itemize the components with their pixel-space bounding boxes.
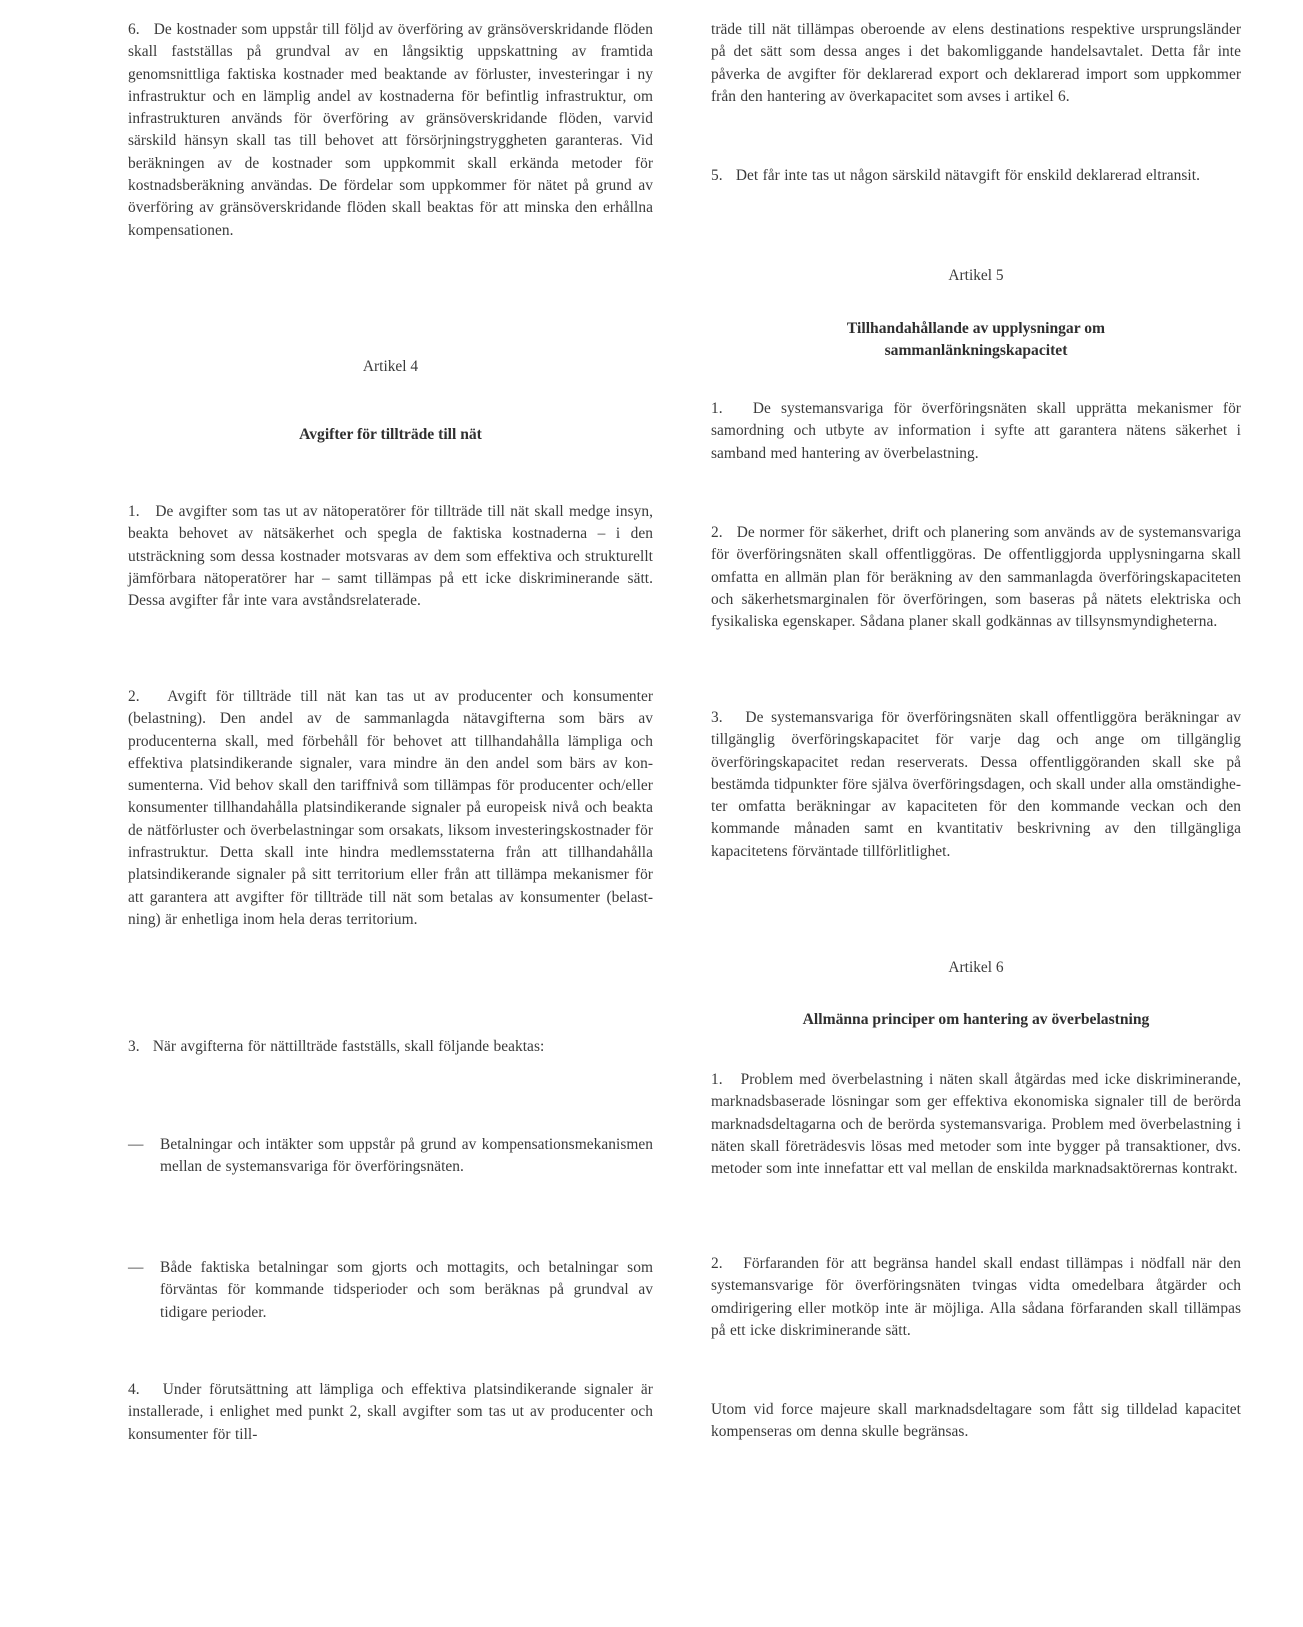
article-3-paragraph-6 xyxy=(128,19,653,242)
article-4-paragraph-5 xyxy=(711,165,1241,187)
paragraph-text: 1. Problem med överbelastning i näten skall åtgärdas med icke diskriminerande, marknadsbaserade lösningar som ger effektiva ekonomiska signaler till de berörda marknadsdeltagarna och de berörda systemansvariga. Problem med överbelastning i näten skall företrädesvis lösas med metoder som inte bygger på transaktioner, dvs. metoder som inte innefattar ett val mellan de enskilda marknadsaktörernas kontrakt. xyxy=(711,1071,1241,1178)
article-4-dash-item-1 xyxy=(128,1134,653,1179)
paragraph-text: träde till nät tillämpas oberoende av elens destinations respektive ursprungsländer på det sätt som dessa anges i det bakomliggande handelsavtalet. Detta får inte påverka de avgifter för deklarerad export och deklarerad import som uppkommer från den hantering av överkapacitet som avses i artikel 6. xyxy=(711,21,1241,105)
paragraph-text: Utom vid force majeure skall marknadsdeltagare som fått sig tilldelad kapacitet kompenseras om denna skulle begränsas. xyxy=(711,1401,1241,1441)
article-4-paragraph-2 xyxy=(128,686,653,931)
paragraph-text: 3. När avgifterna för nättillträde fastställs, skall följande beaktas: xyxy=(128,1038,545,1055)
paragraph-text: 5. Det får inte tas ut någon särskild nätavgift för enskild deklarerad eltransit. xyxy=(711,167,1200,184)
article-6-number: Artikel 6 xyxy=(948,959,1004,976)
article-4-number: Artikel 4 xyxy=(362,358,419,375)
article-6-paragraph-3 xyxy=(711,1399,1241,1444)
paragraph-text: 3. De systemansvariga för överföringsnäten skall offentliggöra beräkningar av tillgänglig överföringskapacitet för varje dag och ange om tillgänglig överföringskapacitet redan reserverats. Dessa offentliggöranden skall ske på bestämda tidpunkter före själva överföringsdagen, och skall under alla omständigheter omfatta beräkningar av kapaciteten för den kommande veckan och den kommande månaden samt en kvantitativ beskrivning av den tillgängliga kapacitetens förväntade tillförlitlighet. xyxy=(711,709,1241,860)
paragraph-text: 2. Avgift för tillträde till nät kan tas ut av producenter och konsumenter (belastning). Den andel av de sammanlagda nätavgifterna som bärs av producenterna skall, med förbehåll för behovet att tillhandahålla lämpliga och effektiva platsindikerande signaler, vara mindre än den andel som bärs av konsumenterna. Vid behov skall den tariffnivå som tillämpas för producenter och/eller konsumenter tillhandahålla platsindikerande signaler på europeisk nivå och beakta de nätförluster och överbelastningar som orsakats, liksom investeringskostnader för infrastruktur. Detta skall inte hindra medlemsstaterna från att tillhandahålla platsindikerande signaler på sitt territorium eller från att tillämpa mekanismer för att garantera att avgifter för tillträde till nät som betalas av konsumenter (belastning) är enhetliga inom hela deras territorium. xyxy=(128,688,653,928)
article-4-dash-item-2 xyxy=(128,1257,653,1324)
article-4-paragraph-4 xyxy=(128,1379,653,1446)
paragraph-text: 1. De avgifter som tas ut av nätoperatörer för tillträde till nät skall medge insyn, beakta behovet av nätsäkerhet och spegla de faktiska kostnaderna – i den utsträckning som dessa kostnader motsvaras av dem som effektiva och strukturellt jämförbara nätoperatörer har – samt tillämpas på ett icke diskriminerande sätt. Dessa avgifter får inte vara avståndsrelaterade. xyxy=(128,503,653,610)
article-5-paragraph-2 xyxy=(711,522,1241,633)
article-5-paragraph-1 xyxy=(711,398,1241,465)
article-5-title-line-2: sammanlänkningskapacitet xyxy=(884,342,1068,359)
paragraph-text: 1. De systemansvariga för överföringsnäten skall upprätta mekanismer för samordning och utbyte av information i syfte att garantera nätens säkerhet i samband med hantering av överbelastning. xyxy=(711,400,1241,462)
article-4-paragraph-3 xyxy=(128,1036,653,1058)
dash-bullet: — xyxy=(128,1259,144,1276)
article-6-paragraph-1 xyxy=(711,1069,1241,1180)
paragraph-text: 2. De normer för säkerhet, drift och planering som används av de systemansvariga för överföringsnäten skall offentliggöras. De offentliggjorda upplysningarna skall omfatta en allmän plan för beräkning av den sammanlagda överföringskapaciteten och säkerhetsmarginalen för överföringen, som baseras på nätets elektriska och fysikaliska egenskaper. Sådana planer skall godkännas av tillsynsmyndigheterna. xyxy=(711,524,1241,631)
list-item-text: Både faktiska betalningar som gjorts och mottagits, och betalningar som förväntas för kommande tidsperioder och som beräknas på grundval av tidigare perioder. xyxy=(160,1259,653,1321)
list-item-text: Betalningar och intäkter som uppstår på grund av kompensationsmekanismen mellan de systemansvariga för överföringsnäten. xyxy=(160,1136,653,1176)
article-4-title: Avgifter för tillträde till nät xyxy=(299,426,482,443)
article-5-title-line-1: Tillhandahållande av upplysningar om xyxy=(846,320,1106,337)
dash-bullet: — xyxy=(128,1136,144,1153)
paragraph-text: 4. Under förutsättning att lämpliga och effektiva platsindikerande signaler är installerade, i enlighet med punkt 2, skall avgifter som tas ut av producenter och konsumenter för till- xyxy=(128,1381,653,1443)
article-5-number: Artikel 5 xyxy=(948,267,1004,284)
article-5-paragraph-3 xyxy=(711,707,1241,863)
article-4-paragraph-1 xyxy=(128,501,653,612)
paragraph-text: 2. Förfaranden för att begränsa handel skall endast tillämpas i nödfall när den systemansvarige för överföringsnäten tvingas vidta omedelbara åtgärder och omdirigering eller motköp inte är möjliga. Alla sådana förfaranden skall tillämpas på ett icke diskriminerande sätt. xyxy=(711,1255,1241,1339)
article-4-paragraph-4-continued xyxy=(711,19,1241,108)
article-6-paragraph-2 xyxy=(711,1253,1241,1342)
article-6-title: Allmänna principer om hantering av överbelastning xyxy=(802,1011,1150,1028)
paragraph-text: 6. De kostnader som uppstår till följd av överföring av gränsöverskridande flöden skall fastställas på grundval av en långsiktig uppskattning av framtida genomsnittliga faktiska kostnader med beaktande av förluster, investeringar i ny infrastruktur och en lämplig andel av kostnaderna för befintlig infrastruktur, om infrastrukturen används för överföring av gränsöverskridande flöden, varvid särskild hänsyn skall tas till behovet att försörjningstryggheten garanteras. Vid beräkningen av de kostnader som uppkommit skall erkända metoder för kostnadsberäkning användas. De fördelar som uppkommer för nätet på grund av överföring av gränsöverskridande flöden skall beaktas för att minska den erhållna kompensationen. xyxy=(128,21,653,239)
